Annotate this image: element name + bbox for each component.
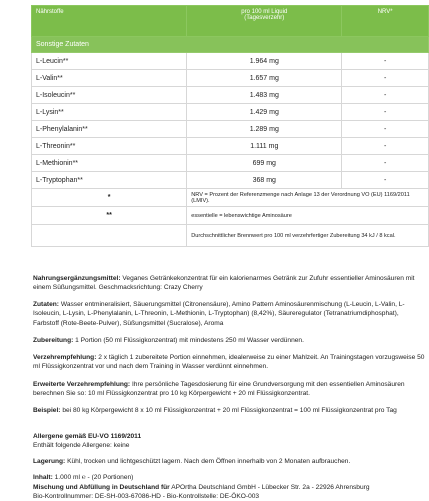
table-row [32,121,429,138]
bottling-block: Mischung und Abfüllung in Deutschland für APOrtha Deutschland GmbH - Lübecker Str. 2a - 22926 Ahrensburg Bio-Kontrollnummer: DE-SH-003-67086-HD - Bio-Kontrollstelle: DE-ÖKO-003 [33,484,425,501]
nutrient-amount: 1.289 mg [187,121,342,138]
nutrient-amount: 368 mg [187,172,342,189]
bio-control-text: Bio-Kontrollnummer: DE-SH-003-67086-HD - Bio-Kontrollstelle: DE-ÖKO-003 [33,492,260,500]
footnote-mark: * [32,189,187,207]
section-row [32,37,429,53]
nutrient-nrv: - [342,121,429,138]
nutrient-nrv: - [342,138,429,155]
allergens-title: Allergene gemäß EU-VO 1169/2011 [33,433,142,440]
nutrient-name: L-Tryptophan** [32,172,187,189]
table-row [32,104,429,121]
nutrient-nrv: - [342,155,429,172]
ingredients-paragraph: Zutaten: Wasser entmineralisiert, Säuerungsmittel (Citronensäure), Amino Pattern Aminosäurenmischung (L-Leucin, L-Valin, L-Isoleucin, L-Lysin, L-Phenylalanin, L-Threonin, L-Methionin, L-Tryptophan) (8,42%), Säureregulator (Tetranatriumdiphosphat), Farbstoff (Rote-Beete-Pulver), Süßungsmittel (Sucralose), Aroma [33,301,405,327]
supplement-description: Nahrungsergänzungsmittel: Veganes Getränkekonzentrat für ein kalorienarmes Getränk zur Zufuhr essentieller Aminosäuren mit einem Süßungsmittel. Geschmacksrichtung: Crazy Cherry [33,275,415,292]
table-row [32,53,429,70]
nutrient-name: L-Lysin** [32,104,187,121]
nutrient-name: L-Phenylalanin** [32,121,187,138]
table-row [32,138,429,155]
nutrient-name: L-Threonin** [32,138,187,155]
nutrient-amount: 1.429 mg [187,104,342,121]
example-paragraph: Beispiel: bei 80 kg Körpergewicht 8 x 10 ml Flüssigkonzentrat + 20 ml Flüssigkonzentrat = 100 ml Flüssigkonzentrat pro Tag [33,407,397,414]
table-row [32,172,429,189]
allergens-text: Enthält folgende Allergene: keine [33,442,130,450]
nutrient-name: L-Methionin** [32,155,187,172]
table-row [32,70,429,87]
footnote-mark: ** [32,207,187,225]
footnote-text: NRV = Prozent der Referenzmenge nach Anlage 13 der Verordnung VO (EU) 1169/2011 (LMIV). [187,189,429,207]
table-row [32,87,429,104]
nutrient-name: L-Isoleucin** [32,87,187,104]
nutrient-nrv: - [342,172,429,189]
nutrient-amount: 1.657 mg [187,70,342,87]
footnote-row [32,225,429,247]
content-paragraph: Inhalt: 1.000 ml ℮ - (20 Portionen) [33,474,134,481]
header-nutrients: Nährstoffe [32,6,187,37]
nutrient-nrv: - [342,53,429,70]
estimated-sign: ℮ [81,474,86,481]
header-nrv: NRV* [342,6,429,37]
header-per-100ml: pro 100 ml Liquid (Tagesverzehr) [187,6,342,37]
footnote-row [32,189,429,207]
nutrient-nrv: - [342,104,429,121]
footnote-text: Durchschnittlicher Brennwert pro 100 ml verzehrfertiger Zubereitung 34 kJ / 8 kcal. [187,225,429,247]
nutrient-nrv: - [342,87,429,104]
preparation-paragraph: Zubereitung: 1 Portion (50 ml Flüssigkonzentrat) mit mindestens 250 ml Wasser verdünnen. [33,337,304,344]
nutrient-table [31,5,429,247]
table-row [32,155,429,172]
section-label: Sonstige Zutaten [32,37,429,53]
nutrient-name: L-Leucin** [32,53,187,70]
footnote-row [32,207,429,225]
extended-dosage-paragraph: Erweiterte Verzehrempfehlung: Ihre persönliche Tagesdosierung für eine Grundversorgung mit den essentiellen Aminosäuren berechnen Sie so: 10 ml Flüssigkonzentrat pro 10 kg Körpergewicht + 20 ml Flüssigkonzentrat. [33,381,405,398]
footnote-text: essentielle = lebenswichtige Aminosäure [187,207,429,225]
nutrient-amount: 1.483 mg [187,87,342,104]
nutrient-nrv: - [342,70,429,87]
table-header-row [32,6,429,37]
nutrient-amount: 699 mg [187,155,342,172]
dosage-paragraph: Verzehrempfehlung: 2 x täglich 1 zubereitete Portion einnehmen, idealerweise zu einer Mahlzeit. An Trainingstagen vorzugsweise 50 ml Flüssigkonzentrat vor und nach dem Training in Wasser verdünnt einnehmen. [33,354,425,371]
allergens-block [33,432,425,451]
nutrient-amount: 1.964 mg [187,53,342,70]
nutrient-amount: 1.111 mg [187,138,342,155]
nutrient-name: L-Valin** [32,70,187,87]
footnote-mark [32,225,187,247]
storage-paragraph: Lagerung: Kühl, trocken und lichtgeschützt lagern. Nach dem Öffnen innerhalb von 2 Monaten aufbrauchen. [33,458,351,465]
